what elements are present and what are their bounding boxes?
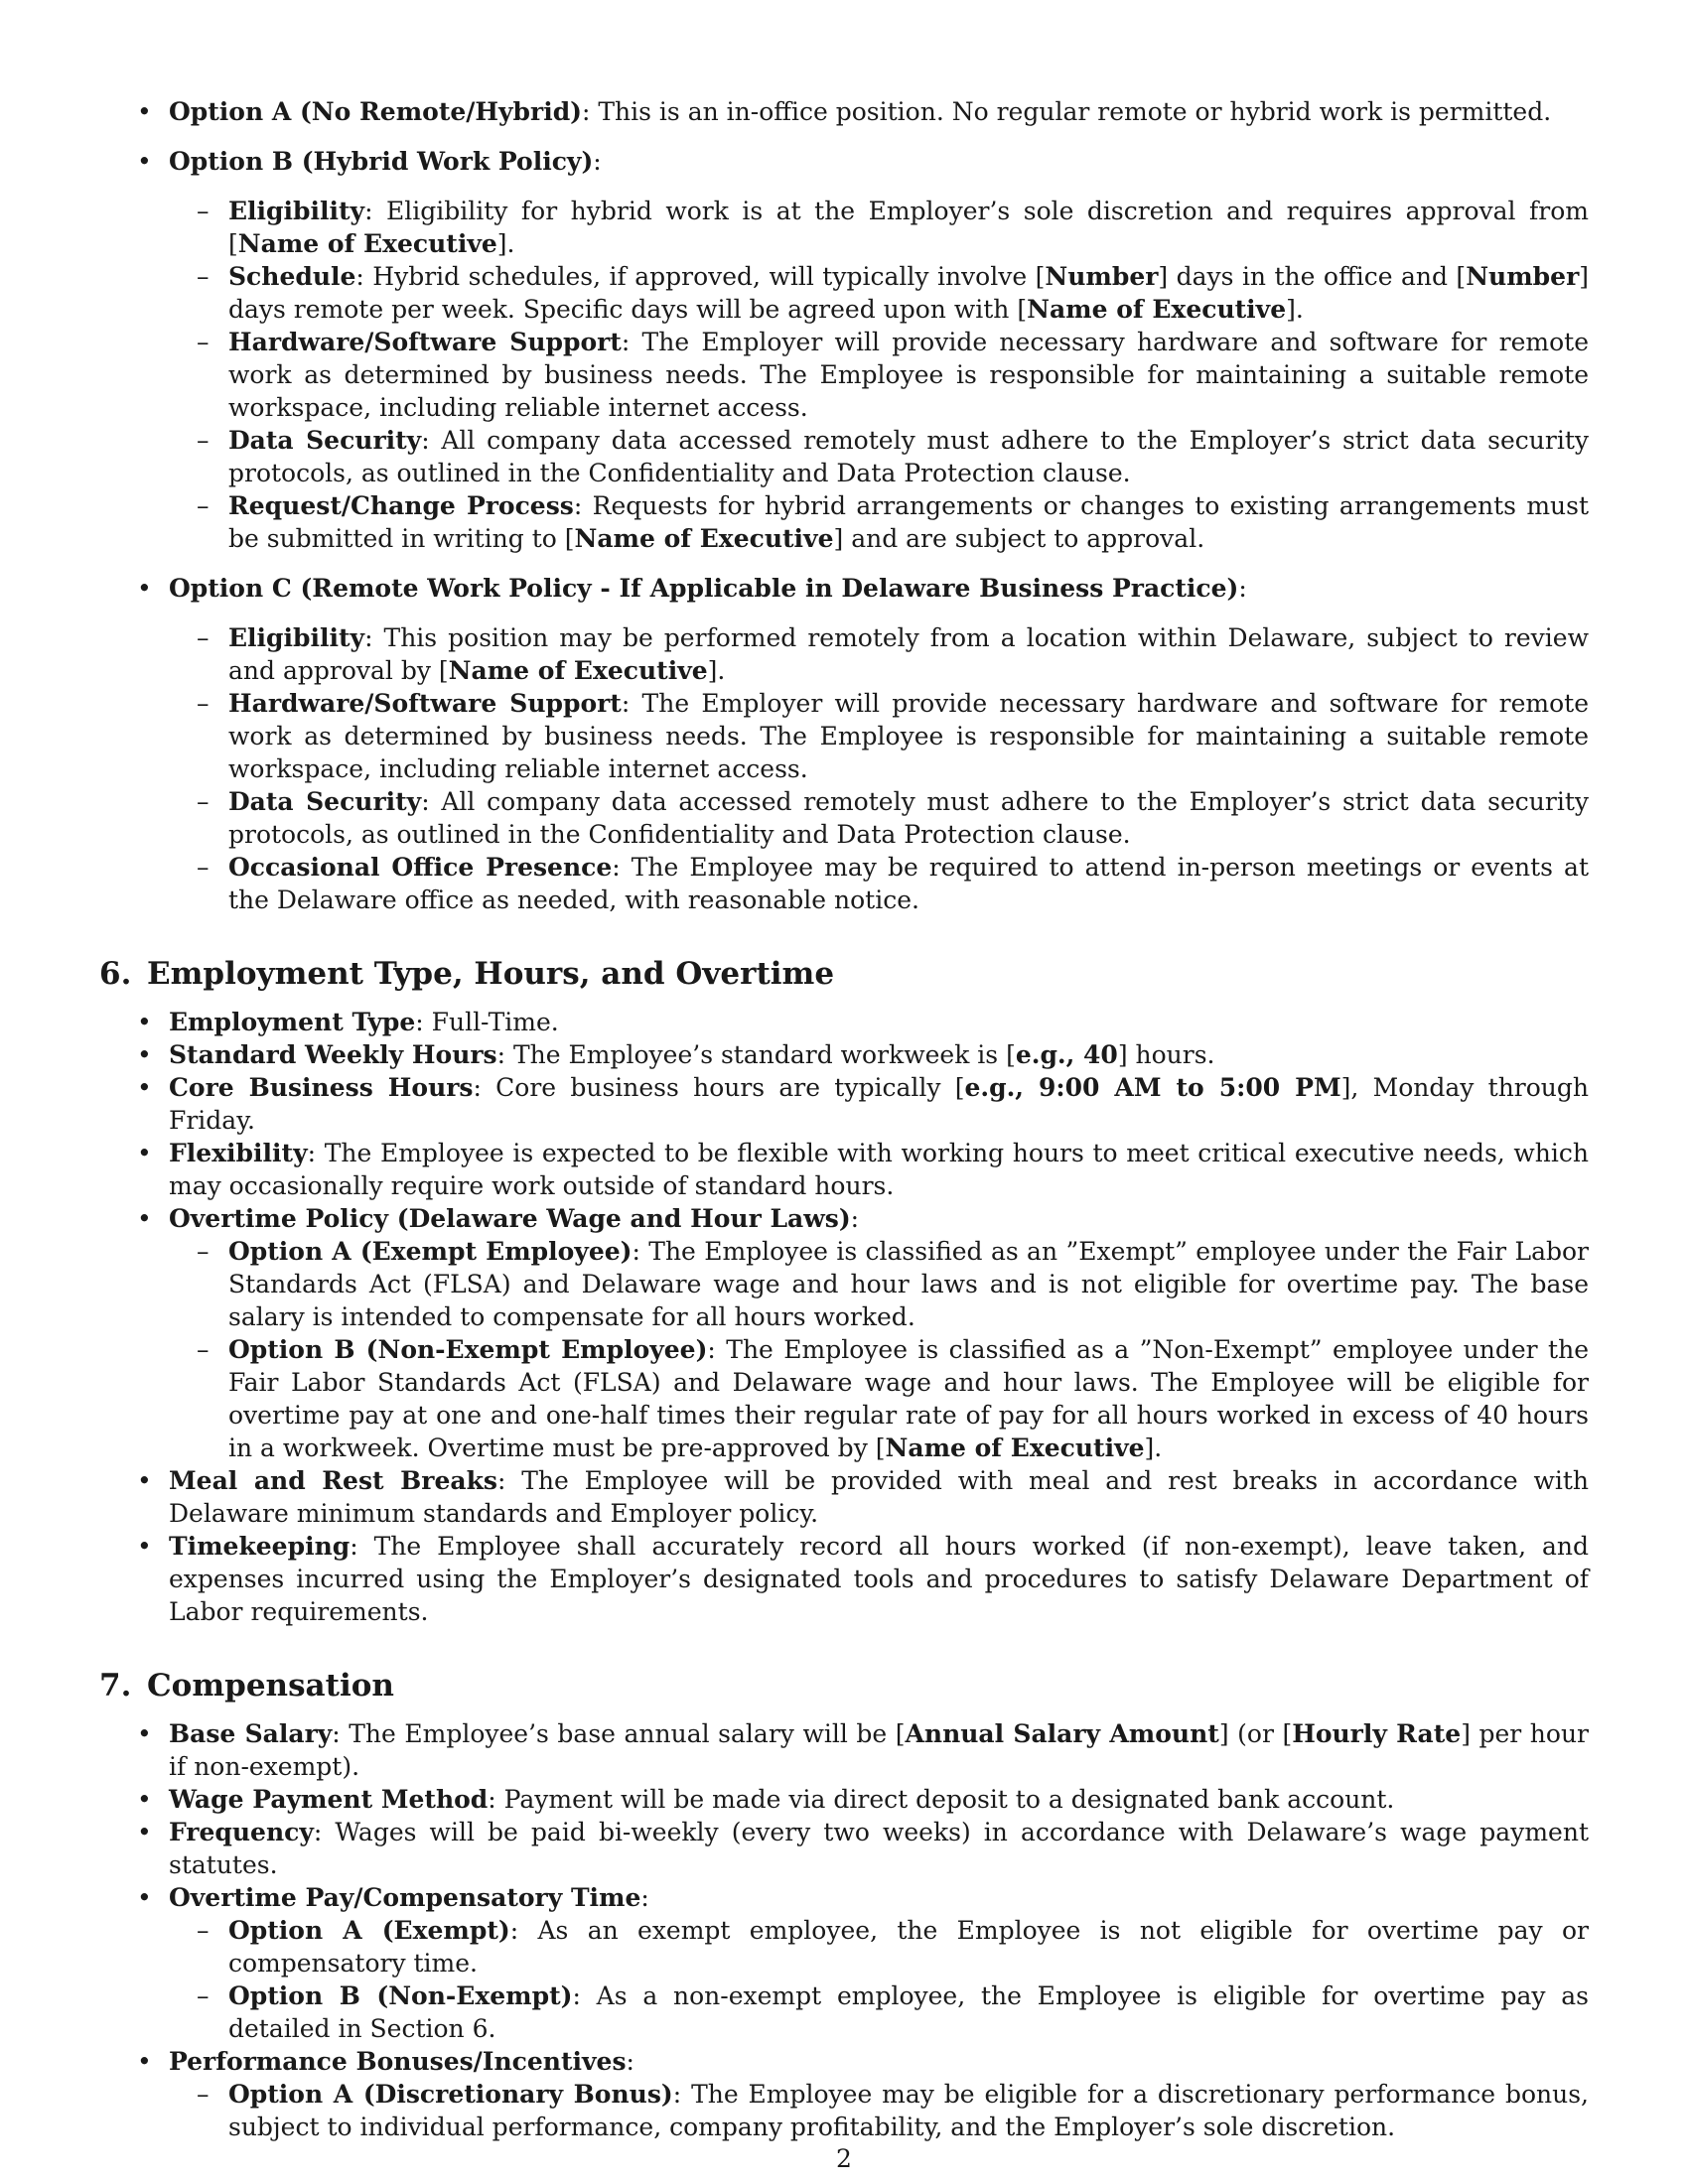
page-number: 2 [836, 2144, 852, 2173]
list-item: – Option A (Exempt): As an exempt employee, the Employee is not eligible for overtime pay or compensatory time. [99, 1914, 1589, 1979]
list-item: • Wage Payment Method: Payment will be made via direct deposit to a designated bank account. [99, 1783, 1589, 1816]
list-item: – Hardware/Software Support: The Employer will provide necessary hardware and software for remote work as determined by business needs. The Employee is responsible for maintaining a suitable remote workspace, including reliable internet access. [99, 326, 1589, 424]
list-item: • Overtime Policy (Delaware Wage and Hour Laws): – Option A (Exempt Employee): The Employee is classified as an ”Exempt” employee under the Fair Labor Standards Act (FLSA) and Delaware wage and hour laws and is not eligible for overtime pay. The base salary is intended to compensate for all hours worked. – Option B (Non-Exempt Employee): The Employee is classified as a ”Non-Exempt” employee under the Fair Labor Standards Act (FLSA) and Delaware wage and hour laws. The Employee will be eligible for overtime pay at one and one-half times their regular rate of pay for all hours worked in excess of 40 hours in a workweek. Overtime must be pre-approved by [Name of Executive]. [99, 1202, 1589, 1464]
section-7-list [99, 1717, 1589, 2143]
section-6-list [99, 1006, 1589, 1628]
list-item: – Option A (Exempt Employee): The Employee is classified as an ”Exempt” employee under the Fair Labor Standards Act (FLSA) and Delaware wage and hour laws and is not eligible for overtime pay. The base salary is intended to compensate for all hours worked. [99, 1235, 1589, 1333]
list-item: – Option A (Discretionary Bonus): The Employee may be eligible for a discretionary performance bonus, subject to individual performance, company profitability, and the Employer’s sole discretion. [99, 2078, 1589, 2143]
list-item: • Option B (Hybrid Work Policy): – Eligibility: Eligibility for hybrid work is at the Employer’s sole discretion and requires approval from [Name of Executive]. – Schedule: Hybrid schedules, if approved, will typically involve [Number] days in the office and [Number] days remote per week. Specific days will be agreed upon with [Name of Executive]. – Hardware/Software Support: The Employer will provide necessary hardware and software for remote work as determined by business needs. The Employee is responsible for maintaining a suitable remote workspace, including reliable internet access. – Data Security: All company data accessed remotely must adhere to the Employer’s strict data security protocols, as outlined in the Confidentiality and Data Protection clause. – Request/Change Process: Requests for hybrid arrangements or changes to existing arrangements must be submitted in writing to [Name of Executive] and are subject to approval. [99, 145, 1589, 555]
list-item: • Flexibility: The Employee is expected to be flexible with working hours to meet critical executive needs, which may occasionally require work outside of standard hours. [99, 1137, 1589, 1202]
list-item: • Performance Bonuses/Incentives: – Option A (Discretionary Bonus): The Employee may be eligible for a discretionary performance bonus, subject to individual performance, company profitability, and the Employer’s sole discretion. [99, 2045, 1589, 2143]
list-item: – Request/Change Process: Requests for hybrid arrangements or changes to existing arrangements must be submitted in writing to [Name of Executive] and are subject to approval. [99, 489, 1589, 555]
list-item: • Base Salary: The Employee’s base annual salary will be [Annual Salary Amount] (or [Hourly Rate] per hour if non-exempt). [99, 1717, 1589, 1783]
list-item: • Meal and Rest Breaks: The Employee will be provided with meal and rest breaks in accordance with Delaware minimum standards and Employer policy. [99, 1464, 1589, 1530]
list-item: • Option C (Remote Work Policy - If Applicable in Delaware Business Practice): – Eligibility: This position may be performed remotely from a location within Delaware, subject to review and approval by [Name of Executive]. – Hardware/Software Support: The Employer will provide necessary hardware and software for remote work as determined by business needs. The Employee is responsible for maintaining a suitable remote workspace, including reliable internet access. – Data Security: All company data accessed remotely must adhere to the Employer’s strict data security protocols, as outlined in the Confidentiality and Data Protection clause. – Occasional Office Presence: The Employee may be required to attend in-person meetings or events at the Delaware office as needed, with reasonable notice. [99, 572, 1589, 916]
list-item: – Occasional Office Presence: The Employee may be required to attend in-person meetings or events at the Delaware office as needed, with reasonable notice. [99, 851, 1589, 916]
list-item: – Eligibility: Eligibility for hybrid work is at the Employer’s sole discretion and requires approval from [Name of Executive]. [99, 195, 1589, 260]
list-item: • Overtime Pay/Compensatory Time: – Option A (Exempt): As an exempt employee, the Employee is not eligible for overtime pay or compensatory time. – Option B (Non-Exempt): As a non-exempt employee, the Employee is eligible for overtime pay as detailed in Section 6. [99, 1881, 1589, 2045]
list-item: – Data Security: All company data accessed remotely must adhere to the Employer’s strict data security protocols, as outlined in the Confidentiality and Data Protection clause. [99, 424, 1589, 489]
list-item: – Schedule: Hybrid schedules, if approved, will typically involve [Number] days in the office and [Number] days remote per week. Specific days will be agreed upon with [Name of Executive]. [99, 260, 1589, 326]
list-item: – Hardware/Software Support: The Employer will provide necessary hardware and software for remote work as determined by business needs. The Employee is responsible for maintaining a suitable remote workspace, including reliable internet access. [99, 687, 1589, 785]
document-page [99, 95, 1589, 2143]
list-item: – Option B (Non-Exempt): As a non-exempt employee, the Employee is eligible for overtime pay as detailed in Section 6. [99, 1979, 1589, 2045]
list-item: – Data Security: All company data accessed remotely must adhere to the Employer’s strict data security protocols, as outlined in the Confidentiality and Data Protection clause. [99, 785, 1589, 851]
remote-options-list [99, 95, 1589, 916]
section-heading: 6. Employment Type, Hours, and Overtime [99, 956, 835, 992]
list-item: • Core Business Hours: Core business hours are typically [e.g., 9:00 AM to 5:00 PM], Monday through Friday. [99, 1071, 1589, 1137]
list-item: • Option A (No Remote/Hybrid): This is an in-office position. No regular remote or hybrid work is permitted. [99, 95, 1589, 128]
list-item: – Eligibility: This position may be performed remotely from a location within Delaware, subject to review and approval by [Name of Executive]. [99, 621, 1589, 687]
list-item: • Timekeeping: The Employee shall accurately record all hours worked (if non-exempt), leave taken, and expenses incurred using the Employer’s designated tools and procedures to satisfy Delaware Department of Labor requirements. [99, 1530, 1589, 1628]
section-heading: 7. Compensation [99, 1668, 394, 1704]
list-item: • Employment Type: Full-Time. [99, 1006, 1589, 1038]
list-item: • Standard Weekly Hours: The Employee’s standard workweek is [e.g., 40] hours. [99, 1038, 1589, 1071]
list-item: • Frequency: Wages will be paid bi-weekly (every two weeks) in accordance with Delaware’s wage payment statutes. [99, 1816, 1589, 1881]
list-item: – Option B (Non-Exempt Employee): The Employee is classified as a ”Non-Exempt” employee under the Fair Labor Standards Act (FLSA) and Delaware wage and hour laws. The Employee will be eligible for overtime pay at one and one-half times their regular rate of pay for all hours worked in excess of 40 hours in a workweek. Overtime must be pre-approved by [Name of Executive]. [99, 1333, 1589, 1464]
